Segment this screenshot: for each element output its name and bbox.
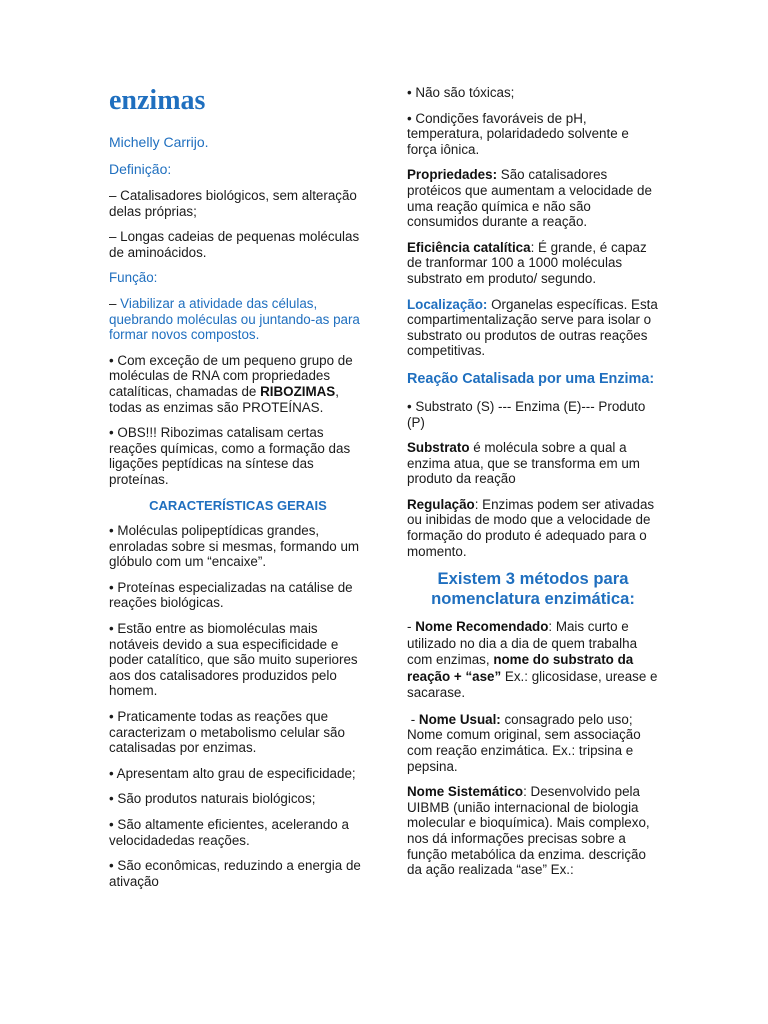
- nome-recomendado-paragraph: [407, 619, 659, 702]
- definition-item-2: – Longas cadeias de pequenas moléculas de aminoácidos.: [109, 229, 360, 260]
- nr-bold: nome do substrato da reação + “ase”: [407, 652, 634, 684]
- funcao-heading: Função:: [109, 270, 158, 286]
- nome-usual-paragraph: [407, 712, 659, 774]
- regulacao-text: : Enzimas podem ser ativadas ou inibidas de modo que a velocidade de formação do produto é adequado para o momento.: [407, 496, 655, 559]
- caract-item-7: • São altamente eficientes, acelerando a velocidadedas reações.: [109, 817, 349, 848]
- definition-item-1: – Catalisadores biológicos, sem alteração delas próprias;: [109, 188, 357, 219]
- right-item-2: • Condições favoráveis de pH, temperatura, polaridadedo solvente e força iônica.: [407, 110, 629, 157]
- nr-text-b: Ex.: glicosidase, urease e sacarase.: [407, 668, 658, 701]
- definicao-heading: Definição:: [109, 161, 172, 177]
- propriedades-label: Propriedades:: [407, 167, 498, 183]
- regulacao-paragraph: [407, 497, 659, 559]
- funcao-paragraph: [109, 296, 367, 343]
- caract-item-1: • Moléculas polipeptídicas grandes, enroladas sobre si mesmas, formando um glóbulo com um “encaixe”.: [109, 523, 360, 570]
- right-item-1: • Não são tóxicas;: [407, 85, 515, 100]
- caract-item-6: • São produtos naturais biológicos;: [109, 791, 316, 807]
- document-title: enzimas: [109, 85, 206, 116]
- regulacao-label: Regulação: [407, 496, 475, 512]
- author-name: Michelly Carrijo.: [109, 134, 209, 150]
- caract-item-8: • São econômicas, reduzindo a energia de ativação: [109, 858, 361, 889]
- funcao-dash: –: [109, 295, 121, 311]
- ribozimas-paragraph: [109, 353, 367, 415]
- caracteristicas-heading: CARACTERÍSTICAS GERAIS: [149, 497, 327, 513]
- nu-label: Nome Usual:: [418, 711, 501, 727]
- ribozimas-text-b: , todas as enzimas são PROTEÍNAS.: [109, 383, 339, 415]
- nu-dash: -: [407, 711, 419, 727]
- ns-label: Nome Sistemático: [407, 784, 524, 800]
- nu-text: consagrado pelo uso; Nome comum original, sem associação com reação enzimática. Ex.: tripsina e pepsina.: [407, 711, 641, 774]
- nome-sistematico-paragraph: [407, 784, 659, 878]
- funcao-text: Viabilizar a atividade das células, quebrando moléculas ou juntando-as para formar novos compostos.: [109, 295, 360, 343]
- ribozimas-text-a: • Com exceção de um pequeno grupo de moléculas de RNA com propriedades catalíticas, chamadas de: [109, 352, 353, 399]
- nr-label: Nome Recomendado: [415, 619, 549, 635]
- caract-item-5: • Apresentam alto grau de especificidade;: [109, 765, 356, 781]
- ribozimas-bold: RIBOZIMAS: [260, 383, 336, 399]
- eficiencia-label: Eficiência catalítica: [407, 239, 531, 255]
- localizacao-text: Organelas específicas. Esta compartimentalização serve para isolar o substrato ou produtos de outras reações competitivas.: [407, 296, 658, 359]
- metodos-heading: Existem 3 métodos para nomenclatura enzimática:: [431, 569, 635, 609]
- localizacao-label: Localização:: [407, 296, 488, 312]
- nr-dash: -: [407, 619, 416, 635]
- right-column: [407, 85, 659, 888]
- localizacao-paragraph: [407, 297, 659, 359]
- obs-paragraph: • OBS!!! Ribozimas catalisam certas reações químicas, como a formação das ligações peptídicas na síntese das proteínas.: [109, 425, 351, 487]
- substrato-label: Substrato: [407, 440, 470, 456]
- substrato-text: é molécula sobre a qual a enzima atua, que se transforma em um produto da reação: [407, 440, 640, 487]
- propriedades-text: São catalisadores protéicos que aumentam a velocidade de uma reação química e não são consumidos durante a reação.: [407, 167, 652, 230]
- eficiencia-text: : É grande, é capaz de tranformar 100 a 1000 moléculas substrato em produto/ segundo.: [407, 239, 647, 286]
- propriedades-paragraph: [407, 167, 659, 229]
- left-column: [109, 134, 367, 899]
- reacao-paragraph: • Substrato (S) --- Enzima (E)--- Produto (P): [407, 398, 646, 430]
- eficiencia-paragraph: [407, 240, 659, 287]
- caract-item-2: • Proteínas especializadas na catálise de reações biológicas.: [109, 579, 353, 611]
- caract-item-4: • Praticamente todas as reações que caracterizam o metabolismo celular são catalisadas por enzimas.: [109, 709, 345, 756]
- reacao-heading: Reação Catalisada por uma Enzima:: [407, 370, 655, 387]
- ns-text: : Desenvolvido pela UIBMB (união internacional de biologia molecular e bioquímica). Mais complexo, nos dá informações precisas sobre a função metabólica da enzima. descrição da ação realizada “ase” Ex.:: [407, 784, 650, 878]
- substrato-paragraph: [407, 440, 659, 487]
- caract-item-3: • Estão entre as biomoléculas mais notáveis devido a sua especificidade e poder catalítico, que são muito superiores aos dos catalisadores produzidos pelo homem.: [109, 621, 358, 699]
- nr-text-a: : Mais curto e utilizado no dia a dia de quem trabalha com enzimas,: [407, 619, 638, 668]
